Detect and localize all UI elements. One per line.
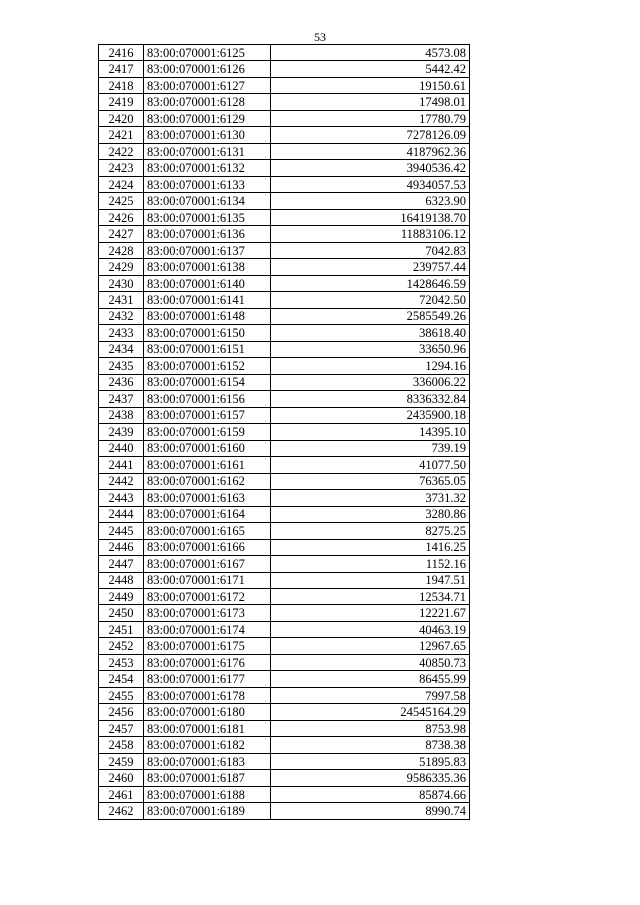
cadastral-number-cell: 83:00:070001:6188 — [144, 786, 271, 802]
table-row — [99, 424, 470, 440]
cadastral-number-cell: 83:00:070001:6172 — [144, 588, 271, 604]
value-cell: 239757.44 — [271, 259, 470, 275]
row-number-cell: 2458 — [99, 737, 144, 753]
value-cell: 51895.83 — [271, 753, 470, 769]
cadastral-number-cell: 83:00:070001:6151 — [144, 341, 271, 357]
cadastral-number-cell: 83:00:070001:6129 — [144, 110, 271, 126]
cadastral-number-cell: 83:00:070001:6137 — [144, 242, 271, 258]
table-row — [99, 572, 470, 588]
table-row — [99, 588, 470, 604]
cadastral-number-cell: 83:00:070001:6187 — [144, 770, 271, 786]
value-cell: 12967.65 — [271, 638, 470, 654]
table-row — [99, 440, 470, 456]
cadastral-number-cell: 83:00:070001:6125 — [144, 45, 271, 61]
table-row — [99, 539, 470, 555]
table-row — [99, 374, 470, 390]
row-number-cell: 2424 — [99, 176, 144, 192]
cadastral-number-cell: 83:00:070001:6173 — [144, 605, 271, 621]
row-number-cell: 2431 — [99, 292, 144, 308]
table-row — [99, 242, 470, 258]
value-cell: 11883106.12 — [271, 226, 470, 242]
value-cell: 40850.73 — [271, 654, 470, 670]
cadastral-number-cell: 83:00:070001:6159 — [144, 424, 271, 440]
row-number-cell: 2462 — [99, 803, 144, 819]
value-cell: 33650.96 — [271, 341, 470, 357]
table-row — [99, 143, 470, 159]
row-number-cell: 2437 — [99, 391, 144, 407]
cadastral-number-cell: 83:00:070001:6174 — [144, 621, 271, 637]
row-number-cell: 2453 — [99, 654, 144, 670]
value-cell: 40463.19 — [271, 621, 470, 637]
table-row — [99, 341, 470, 357]
row-number-cell: 2433 — [99, 325, 144, 341]
value-cell: 38618.40 — [271, 325, 470, 341]
table-row — [99, 803, 470, 819]
row-number-cell: 2420 — [99, 110, 144, 126]
row-number-cell: 2435 — [99, 358, 144, 374]
value-cell: 1428646.59 — [271, 275, 470, 291]
cadastral-number-cell: 83:00:070001:6150 — [144, 325, 271, 341]
cadastral-number-cell: 83:00:070001:6156 — [144, 391, 271, 407]
row-number-cell: 2444 — [99, 506, 144, 522]
table-row — [99, 671, 470, 687]
table-row — [99, 770, 470, 786]
table-row — [99, 325, 470, 341]
cadastral-number-cell: 83:00:070001:6160 — [144, 440, 271, 456]
value-cell: 1294.16 — [271, 358, 470, 374]
row-number-cell: 2451 — [99, 621, 144, 637]
row-number-cell: 2421 — [99, 127, 144, 143]
cadastral-number-cell: 83:00:070001:6132 — [144, 160, 271, 176]
cadastral-number-cell: 83:00:070001:6152 — [144, 358, 271, 374]
row-number-cell: 2447 — [99, 556, 144, 572]
value-cell: 7042.83 — [271, 242, 470, 258]
cadastral-number-cell: 83:00:070001:6171 — [144, 572, 271, 588]
table-row — [99, 358, 470, 374]
table-row — [99, 292, 470, 308]
cadastral-number-cell: 83:00:070001:6133 — [144, 176, 271, 192]
value-cell: 3731.32 — [271, 490, 470, 506]
row-number-cell: 2445 — [99, 523, 144, 539]
table-row — [99, 176, 470, 192]
value-cell: 4573.08 — [271, 45, 470, 61]
table-row — [99, 490, 470, 506]
table-row — [99, 654, 470, 670]
cadastral-number-cell: 83:00:070001:6126 — [144, 61, 271, 77]
row-number-cell: 2454 — [99, 671, 144, 687]
value-cell: 5442.42 — [271, 61, 470, 77]
cadastral-number-cell: 83:00:070001:6167 — [144, 556, 271, 572]
table-row — [99, 737, 470, 753]
cadastral-number-cell: 83:00:070001:6135 — [144, 209, 271, 225]
table-row — [99, 209, 470, 225]
value-cell: 336006.22 — [271, 374, 470, 390]
table-row — [99, 407, 470, 423]
value-cell: 4187962.36 — [271, 143, 470, 159]
value-cell: 9586335.36 — [271, 770, 470, 786]
row-number-cell: 2426 — [99, 209, 144, 225]
row-number-cell: 2438 — [99, 407, 144, 423]
row-number-cell: 2425 — [99, 193, 144, 209]
table-row — [99, 704, 470, 720]
row-number-cell: 2423 — [99, 160, 144, 176]
cadastral-number-cell: 83:00:070001:6141 — [144, 292, 271, 308]
row-number-cell: 2461 — [99, 786, 144, 802]
value-cell: 8275.25 — [271, 523, 470, 539]
row-number-cell: 2434 — [99, 341, 144, 357]
value-cell: 6323.90 — [271, 193, 470, 209]
value-cell: 17780.79 — [271, 110, 470, 126]
value-cell: 19150.61 — [271, 77, 470, 93]
table-row — [99, 94, 470, 110]
value-cell: 3280.86 — [271, 506, 470, 522]
value-cell: 41077.50 — [271, 457, 470, 473]
value-cell: 8753.98 — [271, 720, 470, 736]
value-cell: 1152.16 — [271, 556, 470, 572]
row-number-cell: 2459 — [99, 753, 144, 769]
cadastral-number-cell: 83:00:070001:6161 — [144, 457, 271, 473]
cadastral-number-cell: 83:00:070001:6157 — [144, 407, 271, 423]
row-number-cell: 2441 — [99, 457, 144, 473]
row-number-cell: 2440 — [99, 440, 144, 456]
value-cell: 17498.01 — [271, 94, 470, 110]
value-cell: 8990.74 — [271, 803, 470, 819]
table-row — [99, 391, 470, 407]
row-number-cell: 2419 — [99, 94, 144, 110]
cadastral-number-cell: 83:00:070001:6189 — [144, 803, 271, 819]
row-number-cell: 2456 — [99, 704, 144, 720]
row-number-cell: 2443 — [99, 490, 144, 506]
row-number-cell: 2460 — [99, 770, 144, 786]
row-number-cell: 2439 — [99, 424, 144, 440]
row-number-cell: 2418 — [99, 77, 144, 93]
value-cell: 1416.25 — [271, 539, 470, 555]
table-row — [99, 77, 470, 93]
value-cell: 86455.99 — [271, 671, 470, 687]
cadastral-number-cell: 83:00:070001:6182 — [144, 737, 271, 753]
row-number-cell: 2430 — [99, 275, 144, 291]
value-cell: 2585549.26 — [271, 308, 470, 324]
row-number-cell: 2417 — [99, 61, 144, 77]
row-number-cell: 2436 — [99, 374, 144, 390]
cadastral-number-cell: 83:00:070001:6183 — [144, 753, 271, 769]
cadastral-number-cell: 83:00:070001:6180 — [144, 704, 271, 720]
data-table — [98, 44, 470, 820]
row-number-cell: 2446 — [99, 539, 144, 555]
table-row — [99, 61, 470, 77]
table-row — [99, 786, 470, 802]
cadastral-number-cell: 83:00:070001:6166 — [144, 539, 271, 555]
cadastral-number-cell: 83:00:070001:6163 — [144, 490, 271, 506]
cadastral-number-cell: 83:00:070001:6127 — [144, 77, 271, 93]
table-row — [99, 687, 470, 703]
cadastral-number-cell: 83:00:070001:6130 — [144, 127, 271, 143]
value-cell: 76365.05 — [271, 473, 470, 489]
value-cell: 3940536.42 — [271, 160, 470, 176]
row-number-cell: 2455 — [99, 687, 144, 703]
table-row — [99, 457, 470, 473]
table-row — [99, 110, 470, 126]
table-row — [99, 45, 470, 61]
table-row — [99, 720, 470, 736]
cadastral-number-cell: 83:00:070001:6138 — [144, 259, 271, 275]
page-number: 53 — [314, 30, 326, 44]
row-number-cell: 2429 — [99, 259, 144, 275]
cadastral-number-cell: 83:00:070001:6181 — [144, 720, 271, 736]
value-cell: 739.19 — [271, 440, 470, 456]
table-row — [99, 473, 470, 489]
cadastral-number-cell: 83:00:070001:6162 — [144, 473, 271, 489]
row-number-cell: 2428 — [99, 242, 144, 258]
cadastral-number-cell: 83:00:070001:6128 — [144, 94, 271, 110]
cadastral-number-cell: 83:00:070001:6164 — [144, 506, 271, 522]
row-number-cell: 2452 — [99, 638, 144, 654]
row-number-cell: 2416 — [99, 45, 144, 61]
cadastral-number-cell: 83:00:070001:6175 — [144, 638, 271, 654]
cadastral-number-cell: 83:00:070001:6134 — [144, 193, 271, 209]
row-number-cell: 2450 — [99, 605, 144, 621]
cadastral-number-cell: 83:00:070001:6177 — [144, 671, 271, 687]
table-row — [99, 127, 470, 143]
table-row — [99, 226, 470, 242]
value-cell: 72042.50 — [271, 292, 470, 308]
cadastral-number-cell: 83:00:070001:6154 — [144, 374, 271, 390]
value-cell: 8738.38 — [271, 737, 470, 753]
row-number-cell: 2448 — [99, 572, 144, 588]
value-cell: 1947.51 — [271, 572, 470, 588]
table-row — [99, 638, 470, 654]
row-number-cell: 2422 — [99, 143, 144, 159]
value-cell: 12221.67 — [271, 605, 470, 621]
cadastral-number-cell: 83:00:070001:6178 — [144, 687, 271, 703]
cadastral-number-cell: 83:00:070001:6136 — [144, 226, 271, 242]
table-row — [99, 523, 470, 539]
row-number-cell: 2427 — [99, 226, 144, 242]
value-cell: 16419138.70 — [271, 209, 470, 225]
value-cell: 7997.58 — [271, 687, 470, 703]
cadastral-number-cell: 83:00:070001:6131 — [144, 143, 271, 159]
row-number-cell: 2432 — [99, 308, 144, 324]
table-row — [99, 621, 470, 637]
value-cell: 7278126.09 — [271, 127, 470, 143]
value-cell: 8336332.84 — [271, 391, 470, 407]
table-row — [99, 308, 470, 324]
value-cell: 4934057.53 — [271, 176, 470, 192]
table-row — [99, 275, 470, 291]
table-row — [99, 259, 470, 275]
table-row — [99, 193, 470, 209]
cadastral-number-cell: 83:00:070001:6165 — [144, 523, 271, 539]
value-cell: 85874.66 — [271, 786, 470, 802]
cadastral-number-cell: 83:00:070001:6148 — [144, 308, 271, 324]
value-cell: 14395.10 — [271, 424, 470, 440]
cadastral-number-cell: 83:00:070001:6176 — [144, 654, 271, 670]
table-row — [99, 160, 470, 176]
cadastral-number-cell: 83:00:070001:6140 — [144, 275, 271, 291]
value-cell: 12534.71 — [271, 588, 470, 604]
table-row — [99, 753, 470, 769]
value-cell: 2435900.18 — [271, 407, 470, 423]
table-body — [99, 45, 470, 820]
row-number-cell: 2449 — [99, 588, 144, 604]
table-row — [99, 605, 470, 621]
row-number-cell: 2442 — [99, 473, 144, 489]
table-row — [99, 506, 470, 522]
value-cell: 24545164.29 — [271, 704, 470, 720]
table-row — [99, 556, 470, 572]
row-number-cell: 2457 — [99, 720, 144, 736]
